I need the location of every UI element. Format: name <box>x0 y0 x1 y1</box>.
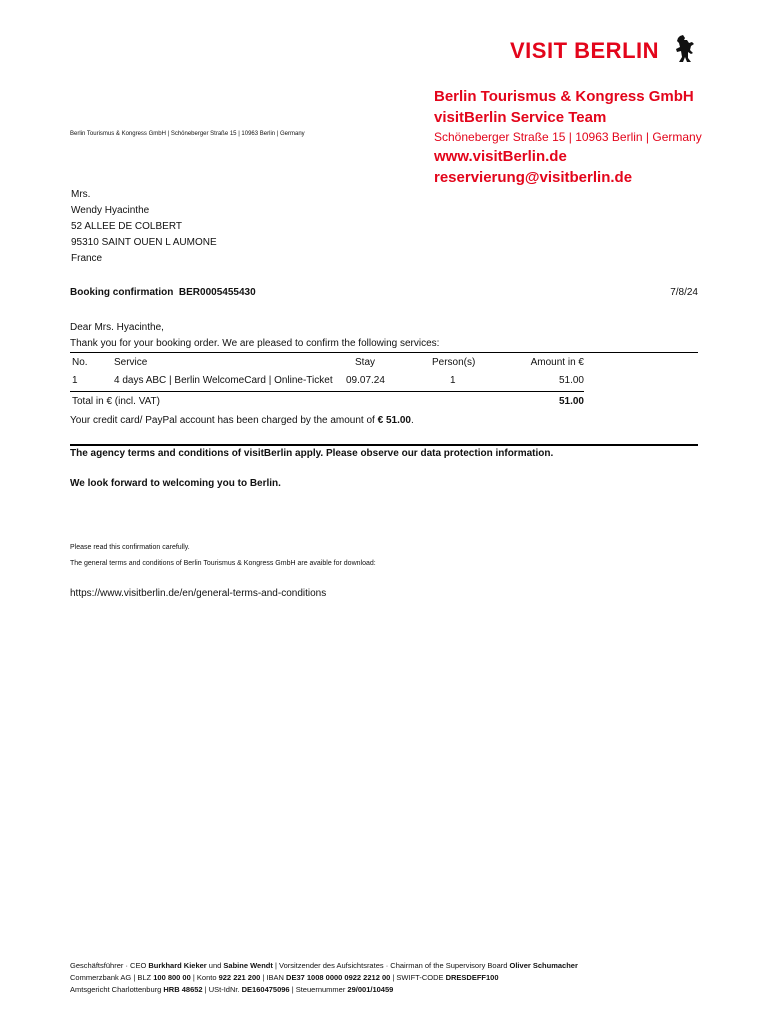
booking-number: BER0005455430 <box>178 287 256 298</box>
header-persons: Person(s) <box>432 357 476 368</box>
row-no: 1 <box>72 375 78 386</box>
footer <box>70 960 578 996</box>
greeting-block <box>70 320 439 352</box>
header-stay: Stay <box>355 357 376 368</box>
logo-text: VISIT BERLIN <box>510 38 660 63</box>
org-name: Berlin Tourismus & Kongress GmbH <box>434 88 694 105</box>
terms-url-link[interactable]: https://www.visitberlin.de/en/general-terms-and-conditions <box>70 588 327 599</box>
row-stay: 09.07.24 <box>346 375 385 386</box>
welcome-note: We look forward to welcoming you to Berlin. <box>70 478 281 489</box>
website-link[interactable]: www.visitBerlin.de <box>434 148 567 165</box>
recipient-address <box>71 187 217 267</box>
download-note: The general terms and conditions of Berlin Tourismus & Kongress GmbH are avaible for download: <box>70 560 376 567</box>
greeting: Dear Mrs. Hyacinthe, <box>70 322 164 333</box>
charged-suffix: . <box>410 415 414 426</box>
service-team: visitBerlin Service Team <box>434 109 607 126</box>
organization-block <box>434 86 702 188</box>
table-top-rule <box>70 352 698 353</box>
recipient-salutation: Mrs. <box>71 189 91 200</box>
recipient-street: 52 ALLEE DE COLBERT <box>71 221 182 232</box>
section-divider <box>70 444 698 446</box>
terms-note: The agency terms and conditions of visitBerlin apply. Please observe our data protection information. <box>70 448 554 459</box>
row-persons: 1 <box>450 375 456 386</box>
recipient-country: France <box>71 253 103 264</box>
sender-line: Berlin Tourismus & Kongress GmbH | Schöneberger Straße 15 | 10963 Berlin | Germany <box>70 131 305 137</box>
footer-line-1: Geschäftsführer · CEO Burkhard Kieker und Sabine Wendt | Vorsitzender des Aufsichtsrates · Chairman of the Supervisory Board Oliver Schumacher <box>70 961 578 970</box>
read-note: Please read this confirmation carefully. <box>70 544 190 551</box>
header-service: Service <box>114 357 148 368</box>
header-no: No. <box>72 357 88 368</box>
header-amount: Amount in € <box>530 357 584 368</box>
visit-berlin-logo <box>510 34 696 70</box>
booking-title <box>70 287 256 298</box>
recipient-name: Wendy Hyacinthe <box>71 205 150 216</box>
charged-text: Your credit card/ PayPal account has been charged by the amount of <box>70 415 375 426</box>
booking-date: 7/8/24 <box>670 287 698 298</box>
booking-label: Booking confirmation <box>70 287 174 298</box>
berlin-bear-icon <box>674 34 696 70</box>
table-total-rule <box>70 391 584 392</box>
total-label: Total in € (incl. VAT) <box>72 396 160 407</box>
email-link[interactable]: reservierung@visitberlin.de <box>434 169 633 186</box>
footer-line-3: Amtsgericht Charlottenburg HRB 48652 | USt-IdNr. DE160475096 | Steuernummer 29/001/10459 <box>70 985 394 994</box>
row-amount: 51.00 <box>558 375 584 386</box>
charged-note <box>70 415 414 426</box>
total-value: 51.00 <box>558 396 584 407</box>
recipient-city: 95310 SAINT OUEN L AUMONE <box>71 237 217 248</box>
row-service: 4 days ABC | Berlin WelcomeCard | Online-Ticket <box>114 375 333 386</box>
charged-amount: € 51.00 <box>377 415 411 426</box>
intro-text: Thank you for your booking order. We are pleased to confirm the following services: <box>70 338 440 349</box>
org-address: Schöneberger Straße 15 | 10963 Berlin | Germany <box>434 130 702 144</box>
footer-line-2: Commerzbank AG | BLZ 100 800 00 | Konto 922 221 200 | IBAN DE37 1008 0000 0922 2212 00 | SWIFT-CODE DRESDEFF100 <box>70 973 499 982</box>
